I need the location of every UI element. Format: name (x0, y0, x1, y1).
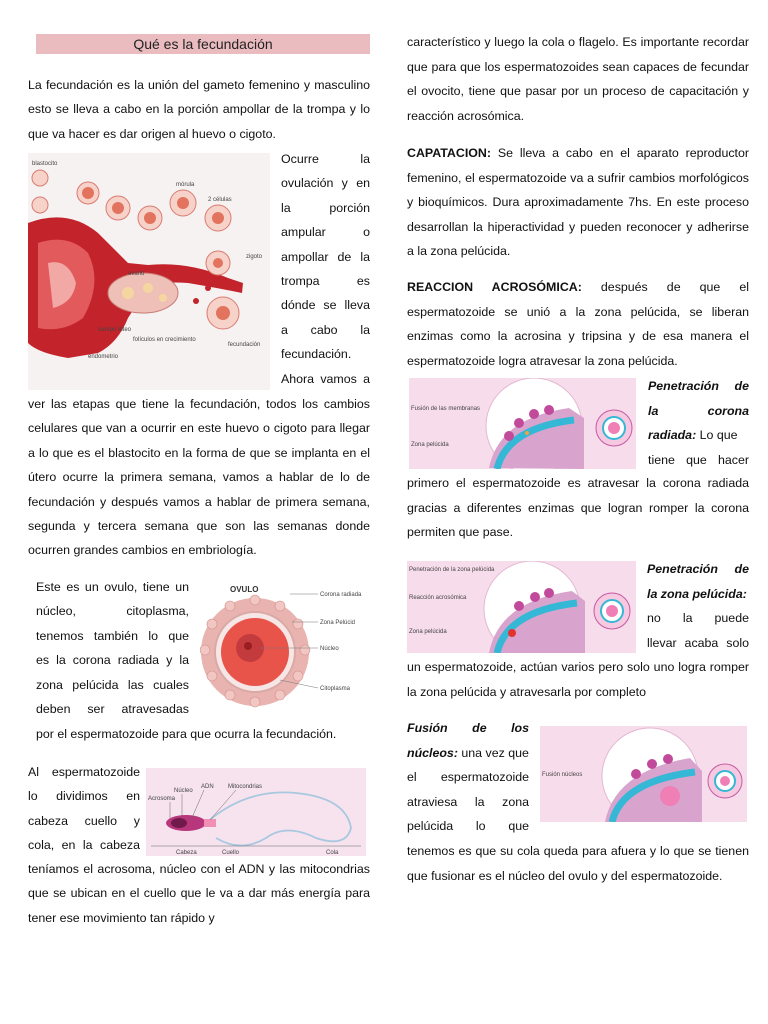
intro-paragraph: La fecundación es la unión del gameto femenino y masculino esto se lleva a cabo en la porción ampollar de la trompa y lo que va hacer es dar origen al huevo o cigoto. (28, 78, 370, 141)
capacitation-body: Se lleva a cabo en el aparato reproductor femenino, el espermatozoide va a sufrir cambios morfológicos y bioquímicos. Dura aproximadamente 7hs. En este proceso desarrollan la hiperactividad y pueden reconocer y adherirse a la zona pelúcida. (407, 146, 749, 259)
label-corona-radiada: Corona radiada (320, 592, 362, 598)
ovulo-line: núcleo, citoplasma, (36, 604, 189, 619)
label-fusion-nucleos: Fusión núcleos (542, 772, 583, 778)
uterus-fecundation-figure (28, 153, 270, 390)
fusion-line: pelúcida lo que (407, 819, 529, 834)
ovulation-line: ampular o (281, 225, 370, 240)
corona-line (648, 374, 749, 399)
zona-heading-line: la zona pelúcida: (647, 586, 747, 601)
sperm-text-block (28, 760, 140, 858)
fusion-line: el espermatozoide (407, 770, 529, 785)
corona-line: tiene que hacer (648, 452, 749, 467)
capacitation-heading: CAPATACION: (407, 146, 491, 160)
ovulation-text-block (281, 147, 370, 391)
ovulation-line: a cabo la (281, 322, 370, 337)
ovulo-line: tenemos también lo que (36, 628, 189, 643)
label-cuello: Cuello (222, 850, 240, 856)
ovulation-line: dónde se lleva (281, 298, 370, 313)
zona-line (647, 582, 749, 607)
corona-end-paragraph: primero el espermatozoide es atravesar la corona radiada gracias a diferentes enzimas que logran romper la corona permiten que pase. (407, 476, 749, 540)
zona-line (647, 557, 749, 582)
label-blastocito: blastocito (32, 161, 58, 167)
fusion-tail: una vez que (457, 745, 529, 760)
continue-paragraph: característico y luego la cola o flagelo. Es importante recordar que para que los espermatozoides sean capaces de fecundar el ovocito, tiene que pasar por un proceso de capacitación y reacción acrosómica. (407, 35, 749, 123)
sperm-line: cola, en la cabeza (28, 838, 140, 853)
zona-penetration-figure (407, 561, 636, 653)
corona-heading-line: Penetración de (648, 379, 749, 393)
label-endometrio: endometrio (88, 354, 119, 360)
label-zona-pelucida: Zona pelúcida (411, 442, 449, 448)
label-foliculos: folículos en crecimiento (133, 337, 196, 343)
ovulation-line: Ocurre la (281, 152, 370, 166)
corona-penetration-figure (409, 378, 636, 469)
ovulation-line: trompa es (281, 274, 370, 289)
label-reaccion-acrosomica: Reacción acrosómica (409, 595, 467, 601)
ovulo-title: OVULO (230, 585, 259, 594)
corona-line (648, 423, 749, 448)
ovulation-line: ovulación y en (281, 176, 370, 191)
corona-line (648, 399, 749, 424)
sperm-end-paragraph: teníamos el acrosoma, núcleo con el ADN y las mitocondrias que se ubican en el cuello que le va a dar más energía para tener ese movimiento tan rápido y (28, 862, 370, 925)
label-zona-pelucida: Zona pelúcida (409, 629, 447, 635)
ovulo-line: zona pelúcida las cuales (36, 677, 189, 692)
fusion-line (407, 741, 529, 766)
zona-text-block (647, 557, 749, 655)
label-ovario: ovario (128, 271, 145, 277)
sperm-line: Al espermatozoide (28, 765, 140, 779)
acrosome-body: después de que el espermatozoide se unió a la zona pelúcida, se liberan enzimas como la acrosina y tripsina y de esa manera el espermatozoide logra atravesar la zona pelúcida. (407, 280, 749, 368)
capacitation-paragraph (407, 141, 749, 264)
ovulo-line: deben ser atravesadas (36, 702, 189, 717)
stages-paragraph: ver las etapas que tiene la fecundación, todos los cambios celulares que van a ocurrir en este huevo o cigoto para llegar a lo que es el blastocito en la forma de que se implanta en el útero ocurre la primera semana, vamos a hablar de lo de fecundación y después vamos a hablar de primera semana, segunda y tercera semana que son las semanas donde ocurren grandes cambios en embriología. (28, 397, 370, 558)
label-2-celulas: 2 células (208, 197, 232, 203)
label-citoplasma: Citoplasma (320, 686, 351, 692)
label-fusion-membranas: Fusión de las membranas (411, 406, 481, 412)
ovulation-line: la porción (281, 200, 370, 215)
sperm-line: lo dividimos en (28, 789, 140, 804)
ovulation-line: fecundación. (281, 347, 352, 362)
fusion-end-paragraph: tenemos es que su cola queda para afuera y lo que se tienen que fusionar es el núcleo del ovulo y del espermatozoide. (407, 844, 749, 883)
label-cola: Cola (326, 850, 339, 856)
zona-line: llevar acaba solo (647, 635, 749, 650)
label-mitocondrias: Mitocondrias (228, 784, 263, 790)
corona-text-block (648, 374, 749, 472)
label-penetracion-zona: Penetración de la zona pelúcida (409, 567, 495, 573)
zona-line: no la puede (647, 611, 749, 626)
label-zigoto: zigoto (246, 254, 263, 260)
label-acrosoma: Acrosoma (148, 796, 176, 802)
ovulation-line: ampollar de la (281, 249, 370, 264)
sperm-line: cabeza cuello y (28, 813, 140, 828)
ovulo-figure (200, 580, 370, 720)
zona-heading-line: Penetración de (647, 562, 749, 576)
fusion-heading-line: núcleos: (407, 745, 458, 760)
sperm-figure (146, 768, 366, 856)
label-adn: ADN (201, 784, 214, 790)
label-cuerpo-luteo: cuerpo lúteo (98, 327, 132, 333)
ovulo-end-line: por el espermatozoide para que ocurra la fecundación. (36, 727, 337, 741)
acrosome-heading: REACCION ACROSÓMICA: (407, 280, 582, 294)
fusion-nuclei-figure (540, 726, 747, 822)
fusion-line (407, 716, 529, 741)
ovulo-line: Este es un ovulo, tiene un (36, 580, 189, 594)
ovulo-text-block (36, 575, 189, 721)
ovulo-line: es la corona radiada y la (36, 653, 189, 668)
fusion-text-block (407, 716, 529, 839)
fusion-heading-line: Fusión de los (407, 721, 529, 735)
page-title: Qué es la fecundación (36, 34, 370, 54)
zona-end-paragraph: un espermatozoide, actúan varios pero solo uno logra romper la zona pelúcida y atravesarla por completo (407, 660, 749, 699)
label-fecundacion: fecundación (228, 342, 261, 348)
fusion-line: atraviesa la zona (407, 794, 529, 809)
label-nucleo: Núcleo (174, 788, 193, 794)
label-cabeza: Cabeza (176, 850, 197, 856)
label-zona-pelucida: Zona Pelúcid (320, 620, 356, 626)
label-morula: mórula (176, 182, 195, 188)
corona-heading-line: la corona (648, 403, 749, 418)
label-nucleo: Núcleo (320, 646, 339, 652)
corona-tail: Lo que (696, 428, 738, 443)
corona-heading-line: radiada: (648, 428, 697, 443)
ovulation-line: Ahora vamos a (281, 371, 370, 386)
acrosome-paragraph (407, 275, 749, 373)
